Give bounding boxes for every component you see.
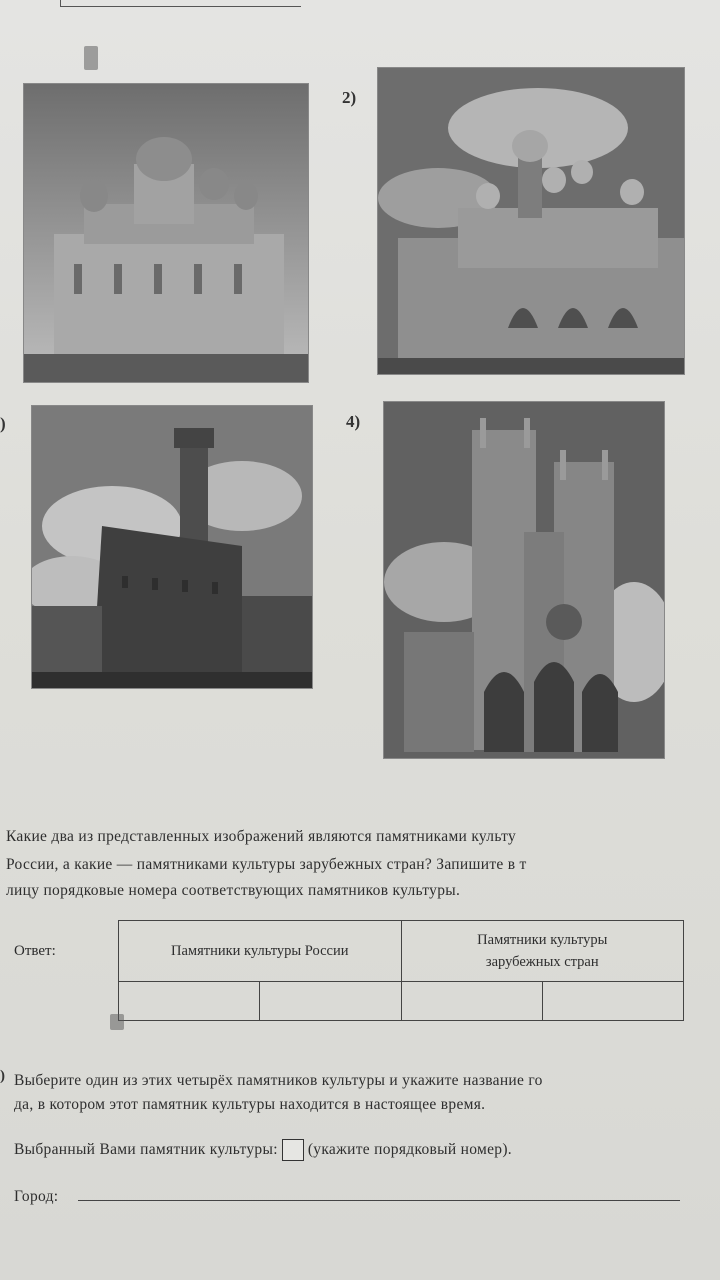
- chosen-suffix: (укажите порядковый номер).: [307, 1141, 512, 1158]
- chosen-number-box[interactable]: [282, 1139, 304, 1161]
- answer-cell-foreign-1[interactable]: [401, 982, 542, 1021]
- question-line-2: России, а какие — памятниками культуры зарубежных стран? Запишите в т: [6, 856, 527, 873]
- header-russia: Памятники культуры России: [119, 921, 402, 982]
- ink-smudge: [110, 1014, 124, 1030]
- header-foreign-line-1: Памятники культуры: [477, 932, 608, 948]
- question-line-3: лицу порядковые номера соответствующих памятников культуры.: [6, 882, 461, 899]
- question-line-1: Какие два из представленных изображений являются памятниками культу: [6, 828, 517, 845]
- top-frame-line: [60, 0, 301, 7]
- photo-3-number: ): [0, 414, 6, 433]
- answer-cell-russia-1[interactable]: [119, 982, 260, 1021]
- answer-label: Ответ:: [14, 943, 56, 959]
- city-label: Город:: [14, 1188, 59, 1205]
- photo-4-number: 4): [346, 412, 361, 431]
- photo-1-cathedral: [24, 84, 308, 382]
- city-answer-line[interactable]: [78, 1200, 680, 1201]
- answer-cell-russia-2[interactable]: [260, 982, 401, 1021]
- task2-line-1: Выберите один из этих четырёх памятников культуры и укажите название го: [14, 1072, 543, 1089]
- photo-2-number: 2): [342, 88, 357, 107]
- task2-line-2: да, в котором этот памятник культуры находится в настоящее время.: [14, 1096, 486, 1113]
- chosen-monument-row: [14, 1139, 512, 1161]
- photo-2-kremlin-cathedral: [378, 68, 684, 374]
- photo-3-palazzo: [32, 406, 312, 688]
- answer-table: [118, 920, 684, 1021]
- photo-4-gothic-cathedral: [384, 402, 664, 758]
- chosen-prefix: Выбранный Вами памятник культуры:: [14, 1141, 278, 1158]
- header-foreign: [401, 921, 684, 982]
- answer-cell-foreign-2[interactable]: [542, 982, 683, 1021]
- header-foreign-line-2: зарубежных стран: [485, 954, 599, 970]
- ink-smudge: [84, 46, 98, 70]
- task2-marker: ): [0, 1068, 5, 1084]
